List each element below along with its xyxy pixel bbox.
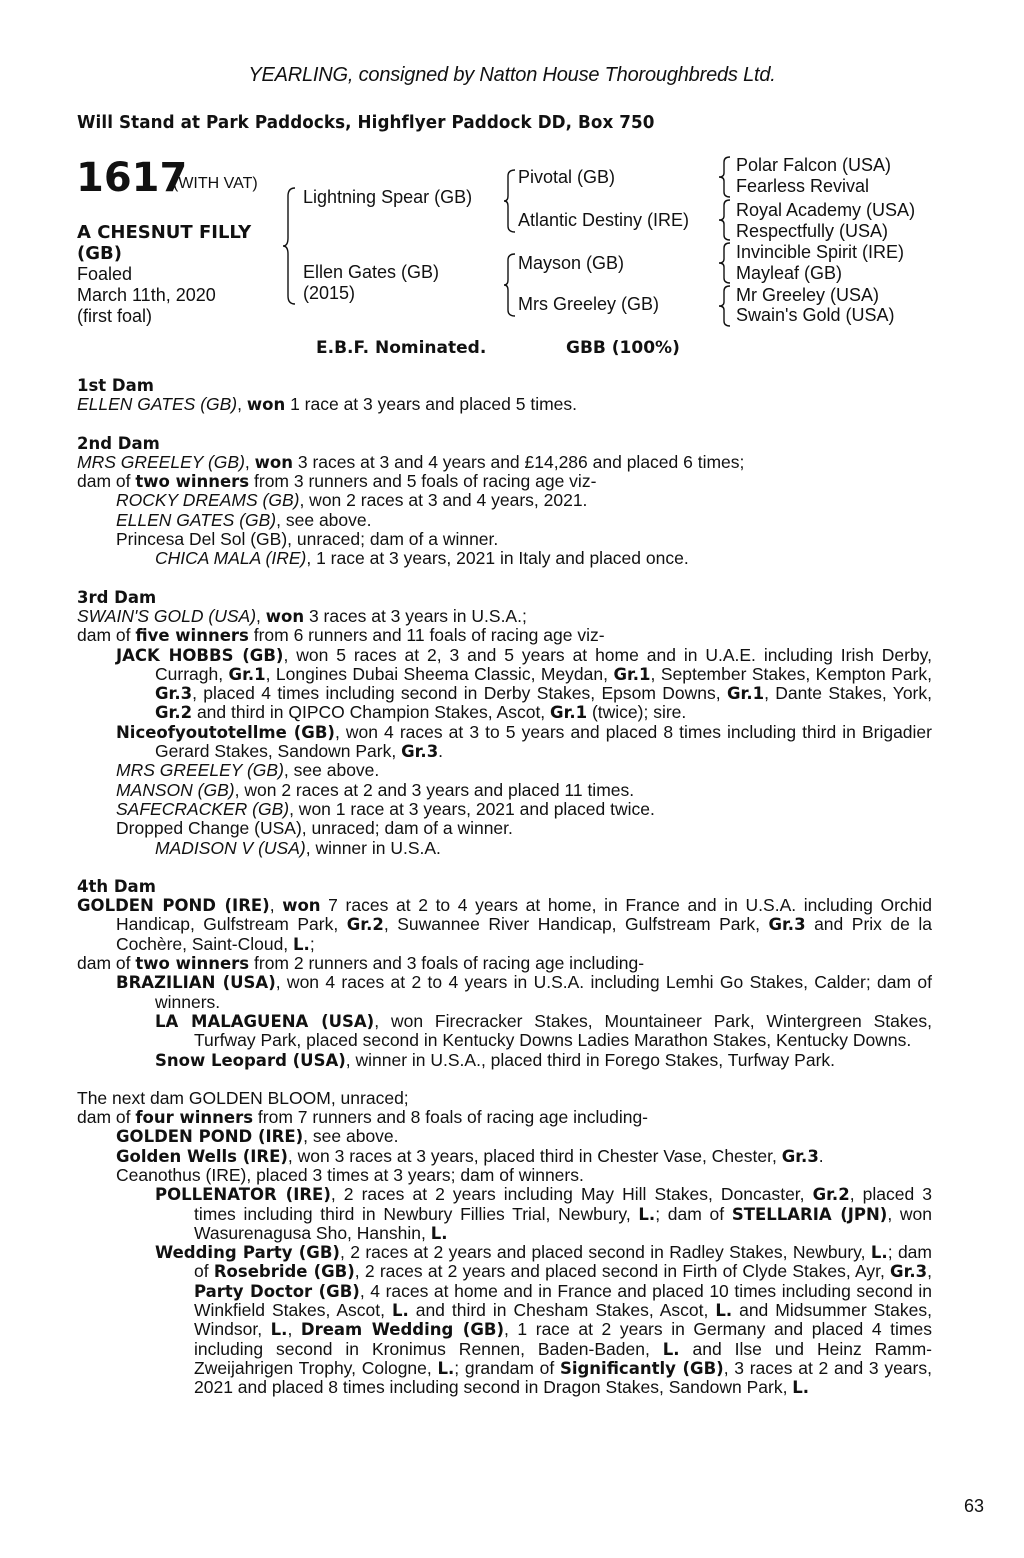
second-dam-heading: 2nd Dam	[77, 433, 160, 453]
produce-pre: dam of	[77, 953, 136, 974]
pedigree-g3-entry: Royal Academy (USA)	[736, 200, 916, 220]
horse-name: MANSON (GB)	[116, 779, 235, 800]
lot-description	[77, 222, 251, 327]
race-text: , won 5 races at 2, 3 and 5 years at home and in U.A.E. including Irish Derby, Curragh,	[155, 644, 932, 684]
next-dam-intro: The next dam GOLDEN BLOOM, unraced;	[77, 1087, 409, 1108]
pedigree-g3-entry: Fearless Revival	[736, 176, 870, 196]
first-dam-name: ELLEN GATES (GB)	[77, 394, 238, 415]
grade-label: Gr.3	[401, 742, 439, 762]
pedigree-brace-sire	[503, 168, 517, 234]
pedigree-g3-entry: Respectfully (USA)	[736, 221, 889, 241]
produce-entry-jack-hobbs	[77, 646, 932, 723]
horse-text: , placed 3 times at 3 years; dam of winners.	[246, 1164, 584, 1185]
fourth-dam-name: GOLDEN POND (IRE)	[77, 896, 270, 916]
produce-entry	[77, 761, 932, 780]
ebf-nominated: E.B.F. Nominated.	[316, 338, 487, 358]
horse-name: SAFECRACKER (GB)	[116, 798, 290, 819]
pedigree-brace-g3-2	[718, 199, 732, 241]
horse-name: Dream Wedding (GB)	[300, 1320, 504, 1340]
pedigree-dam: Ellen Gates (GB)	[303, 262, 440, 282]
grade-label: L.	[293, 934, 310, 954]
pedigree-brace-g3-3	[718, 242, 732, 284]
won-label: won	[265, 606, 305, 626]
race-text: ; grandam of	[454, 1357, 560, 1378]
grade-label: L.	[430, 1223, 448, 1243]
horse-name: Princesa Del Sol (GB)	[116, 529, 288, 550]
produce-post: from 3 runners and 5 foals of racing age viz-	[249, 471, 597, 492]
horse-name: GOLDEN POND (IRE)	[116, 1127, 304, 1147]
produce-record	[77, 376, 932, 1398]
horse-name: CHICA MALA (IRE)	[155, 548, 307, 569]
produce-entry	[77, 491, 932, 510]
pedigree-dam-year: (2015)	[303, 283, 356, 303]
race-text: and third in Chesham Stakes, Ascot,	[408, 1300, 716, 1321]
grade-label: Gr.1	[613, 664, 651, 684]
produce-bold: five winners	[135, 626, 249, 646]
race-text: .	[438, 741, 444, 762]
horse-text: , won 3 races at 3 years, placed third in Chester Vase, Chester,	[287, 1145, 782, 1166]
produce-entry-wedding-party	[77, 1243, 932, 1397]
third-dam-line: SWAIN'S GOLD (USA), won 3 races at 3 years in U.S.A.;	[77, 605, 527, 626]
pedigree-brace-g3-1	[718, 156, 732, 198]
race-text: , placed 4 times including second in Derby Stakes, Epsom Downs,	[192, 683, 727, 704]
pedigree-sire: Lightning Spear (GB)	[303, 187, 473, 207]
grade-label: L.	[437, 1358, 455, 1378]
horse-text: , won Firecracker Stakes, Mountaineer Park, Wintergreen Stakes, Turfway Park, placed second in Kentucky Downs Ladies Marathon Stakes, Kentucky Downs.	[194, 1010, 932, 1051]
grade-label: Gr.3	[890, 1262, 928, 1282]
pedigree-dam-dam: Mrs Greeley (GB)	[518, 294, 660, 314]
produce-entry-niceofyoutotellme	[77, 723, 932, 762]
race-text: ,	[927, 1261, 932, 1282]
produce-entry	[77, 530, 932, 549]
horse-name: Ceanothus (IRE)	[116, 1164, 247, 1185]
horse-text: , won 2 races at 3 and 4 years, 2021.	[299, 490, 588, 511]
horse-text: , 1 race at 3 years, 2021 in Italy and placed once.	[306, 548, 689, 569]
horse-name: LA MALAGUENA (USA)	[155, 1011, 375, 1031]
race-text: 7 races at 2 to 4 years at home, in France and in U.S.A. including Orchid Handicap, Gulfstream Park,	[116, 895, 932, 935]
horse-text: , winner in U.S.A., placed third in Forego Stakes, Turfway Park.	[345, 1049, 836, 1070]
horse-text: , see above.	[276, 509, 372, 530]
second-dam-produce	[77, 472, 932, 491]
horse-name: Rosebride (GB)	[213, 1262, 355, 1282]
grade-label: L.	[662, 1339, 680, 1359]
produce-entry-golden-pond	[77, 1127, 932, 1146]
horse-name: MRS GREELEY (GB)	[116, 760, 284, 781]
won-label: won	[282, 896, 321, 916]
consignor-heading: YEARLING, consigned by Natton House Thoroughbreds Ltd.	[248, 64, 776, 86]
grade-label: Gr.1	[228, 664, 266, 684]
grade-label: L.	[391, 1301, 409, 1321]
grade-label: Gr.2	[346, 915, 384, 935]
grade-label: Gr.1	[727, 684, 765, 704]
vat-note: (WITH VAT)	[173, 175, 258, 192]
horse-name: Snow Leopard (USA)	[155, 1050, 346, 1070]
foaled-date: March 11th, 2020	[77, 285, 216, 305]
lot-description-line1: A CHESNUT FILLY	[77, 222, 252, 243]
pedigree-g3-entry: Invincible Spirit (IRE)	[736, 242, 905, 262]
produce-bold: two winners	[135, 472, 250, 492]
pedigree-g3-entry: Polar Falcon (USA)	[736, 155, 892, 175]
race-text: and third in QIPCO Champion Stakes, Ascot,	[192, 702, 551, 723]
horse-text: , see above.	[283, 760, 380, 781]
horse-text: , unraced; dam of a winner.	[287, 529, 499, 550]
fourth-dam-produce	[77, 954, 932, 973]
horse-name: Dropped Change (USA)	[116, 818, 302, 839]
foaled-label: Foaled	[77, 264, 133, 284]
pedigree-sire-dam: Atlantic Destiny (IRE)	[518, 210, 690, 230]
produce-post: from 6 runners and 11 foals of racing age viz-	[248, 625, 605, 646]
gbb-percentage: GBB (100%)	[566, 338, 680, 358]
race-text: , September Stakes, Kempton Park,	[650, 663, 932, 684]
race-text: and Prix de la Cochère, Saint-Cloud,	[116, 914, 933, 954]
third-dam-heading: 3rd Dam	[77, 587, 157, 607]
grade-label: Gr.1	[550, 703, 588, 723]
race-text: ; dam of	[194, 1242, 932, 1282]
race-text: and Ilse und Heinz Ramm-Zweijahrigen Trophy, Cologne,	[194, 1338, 932, 1378]
produce-entry	[77, 819, 932, 838]
pedigree-dam-sire: Mayson (GB)	[518, 253, 625, 273]
horse-name: ELLEN GATES (GB)	[116, 509, 277, 530]
produce-pre: dam of	[77, 1107, 136, 1128]
grade-label: Gr.2	[812, 1185, 850, 1205]
race-text: , Longines Dubai Sheema Classic, Meydan,	[265, 663, 614, 684]
race-text: , won 4 races at 3 to 5 years and placed 8 times including third in Brigadier Gerard Stakes, Sandown Park,	[155, 721, 932, 762]
produce-pre: dam of	[77, 625, 136, 646]
horse-name: Significantly (GB)	[559, 1358, 724, 1378]
stand-location: Will Stand at Park Paddocks, Highflyer Paddock DD, Box 750	[77, 112, 655, 133]
race-text: , Suwannee River Handicap, Gulfstream Park,	[383, 914, 769, 935]
second-dam-line: MRS GREELEY (GB), won 3 races at 3 and 4 years and £14,286 and placed 6 times;	[77, 451, 745, 472]
horse-name: POLLENATOR (IRE)	[155, 1185, 331, 1205]
race-text: , 2 races at 2 years and placed second in Firth of Clyde Stakes, Ayr,	[354, 1261, 891, 1282]
horse-text: , won 2 races at 2 and 3 years and placed 11 times.	[234, 779, 635, 800]
produce-entry-ceanothus	[77, 1166, 932, 1185]
fourth-dam-heading: 4th Dam	[77, 876, 156, 896]
grade-label: Gr.3	[781, 1146, 819, 1166]
third-dam-text: 3 races at 3 years in U.S.A.;	[304, 605, 527, 626]
horse-text: , see above.	[303, 1126, 399, 1147]
produce-entry-pollenator	[77, 1185, 932, 1243]
produce-pre: dam of	[77, 471, 136, 492]
produce-entry-brazilian	[77, 973, 932, 1012]
race-text: and Midsummer Stakes, Windsor,	[194, 1300, 932, 1340]
grade-label: L.	[638, 1204, 656, 1224]
horse-name: Golden Wells (IRE)	[116, 1146, 288, 1166]
race-text: , 2 races at 2 years and placed second in Radley Stakes, Newbury,	[339, 1242, 871, 1263]
grade-label: Gr.3	[155, 684, 193, 704]
pedigree-brace-dam	[503, 252, 517, 318]
race-text: (twice); sire.	[587, 702, 687, 723]
grade-label: L.	[870, 1243, 888, 1263]
pedigree-sire-sire: Pivotal (GB)	[518, 167, 616, 187]
first-dam-heading: 1st Dam	[77, 376, 154, 395]
produce-bold: two winners	[135, 954, 250, 974]
horse-text: , unraced; dam of a winner.	[301, 818, 513, 839]
horse-name: Niceofyoutotellme (GB)	[116, 722, 335, 742]
second-dam-name: MRS GREELEY (GB)	[77, 451, 245, 472]
race-text: , won Wasurenagusa Sho, Hanshin,	[194, 1203, 933, 1243]
grade-label: L.	[792, 1378, 810, 1398]
grade-label: Gr.2	[155, 703, 193, 723]
produce-entry	[77, 800, 932, 819]
horse-name: JACK HOBBS (GB)	[116, 645, 284, 665]
horse-text: , won 1 race at 3 years, 2021 and placed twice.	[289, 798, 655, 819]
first-dam-line: ELLEN GATES (GB), won 1 race at 3 years and placed 5 times.	[77, 394, 578, 415]
race-text: ,	[287, 1319, 301, 1340]
lot-number: 1617	[76, 155, 188, 201]
horse-name: Party Doctor (GB)	[194, 1281, 360, 1301]
grade-label: L.	[270, 1320, 288, 1340]
horse-name: Wedding Party (GB)	[155, 1243, 340, 1263]
produce-bold: four winners	[135, 1108, 254, 1128]
horse-name: ROCKY DREAMS (GB)	[116, 490, 300, 511]
pedigree-brace-g3-4	[718, 285, 732, 327]
second-dam-text: 3 races at 3 and 4 years and £14,286 and placed 6 times;	[292, 451, 745, 472]
page-number: 63	[963, 1496, 984, 1516]
race-text: , 3 races at 2 and 3 years, 2021 and placed 8 times including second in Dragon Stakes, Sandown Park,	[194, 1357, 932, 1398]
horse-name: STELLARIA (JPN)	[731, 1204, 888, 1224]
race-text: ;	[309, 933, 315, 954]
produce-entry-snow-leopard	[77, 1051, 932, 1070]
won-label: won	[254, 452, 293, 472]
produce-entry	[77, 781, 932, 800]
produce-post: from 7 runners and 8 foals of racing age including-	[253, 1107, 649, 1128]
pedigree-g3-entry: Mr Greeley (USA)	[736, 285, 880, 305]
horse-text: , winner in U.S.A.	[305, 837, 441, 858]
pedigree-g3-entry: Mayleaf (GB)	[736, 263, 843, 283]
third-dam-name: SWAIN'S GOLD (USA)	[77, 605, 257, 626]
third-dam-produce	[77, 626, 932, 645]
produce-entry-golden-wells	[77, 1147, 932, 1166]
won-label: won	[246, 395, 286, 415]
race-text: , Dante Stakes, York,	[764, 683, 932, 704]
produce-entry	[77, 511, 932, 530]
grade-label: L.	[715, 1301, 733, 1321]
horse-text: , won 4 races at 2 to 4 years in U.S.A. including Lemhi Go Stakes, Calder; dam of winners.	[155, 972, 932, 1012]
produce-entry	[77, 839, 932, 858]
race-text: .	[818, 1145, 824, 1166]
pedigree-brace-main	[282, 186, 298, 306]
race-text: , 4 races at home and in France and placed 10 times including second in Winkfield Stakes, Ascot,	[194, 1280, 932, 1321]
fourth-dam-line: GOLDEN POND (IRE), won 7 races at 2 to 4 years at home, in France and in U.S.A. including Orchid Handicap, Gulfstream Park, Gr.2, Suwannee River Handicap, Gulfstream Park, Gr.3 and Prix de la Cochère, Saint-Cloud, L.;	[77, 895, 933, 954]
foal-note: (first foal)	[77, 306, 153, 326]
race-text: , 2 races at 2 years including May Hill Stakes, Doncaster,	[330, 1184, 813, 1205]
race-text: , 1 race at 2 years in Germany and placed 4 times including second in Kronimus Rennen, Baden-Baden,	[194, 1319, 932, 1359]
produce-post: from 2 runners and 3 foals of racing age including-	[249, 953, 645, 974]
race-text: ; dam of	[655, 1203, 732, 1224]
race-text: , placed 3 times including third in Newbury Fillies Trial, Newbury,	[194, 1184, 932, 1224]
grade-label: Gr.3	[768, 915, 806, 935]
horse-name: BRAZILIAN (USA)	[116, 973, 276, 993]
lot-description-line2: (GB)	[77, 243, 122, 264]
next-dam-produce	[77, 1108, 932, 1127]
first-dam-text: 1 race at 3 years and placed 5 times.	[285, 394, 578, 415]
horse-name: MADISON V (USA)	[155, 837, 306, 858]
pedigree-g3-entry: Swain's Gold (USA)	[736, 305, 895, 325]
produce-entry-la-malaguena	[77, 1012, 932, 1051]
produce-entry	[77, 549, 932, 568]
